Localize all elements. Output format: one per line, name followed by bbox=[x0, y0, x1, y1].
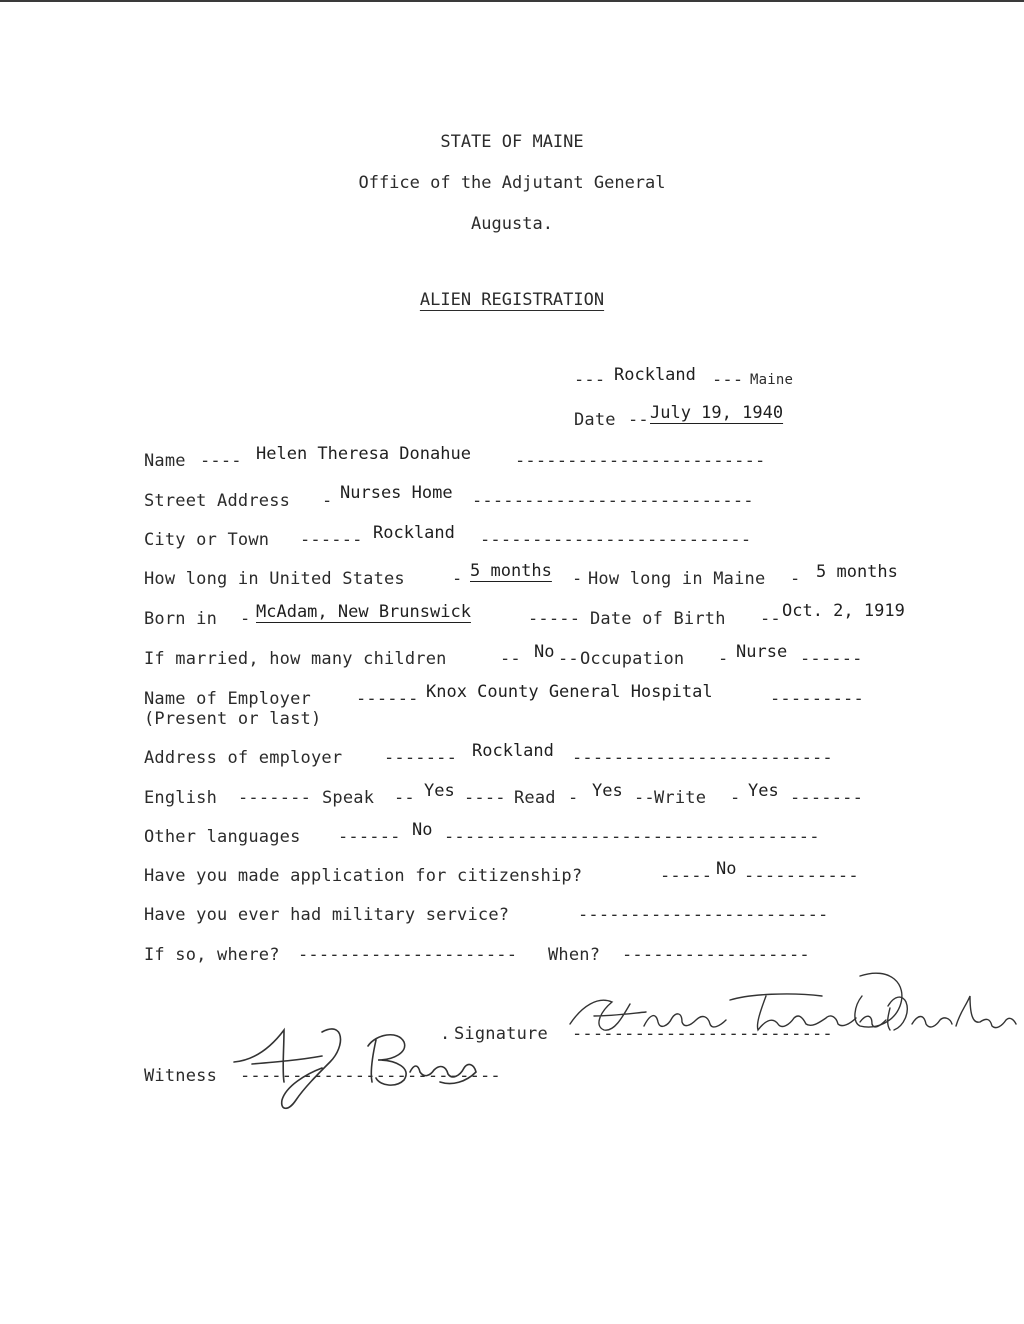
witness-label: Witness bbox=[144, 1066, 218, 1086]
when-dashes: ------------------ bbox=[622, 945, 810, 965]
signature-dot: . bbox=[440, 1024, 451, 1044]
city-label: City or Town bbox=[144, 530, 270, 550]
where-dashes: --------------------- bbox=[298, 945, 518, 965]
write-dashes-2: - bbox=[730, 788, 741, 808]
read-dashes: ---- bbox=[464, 788, 506, 808]
children-dashes-left: -- bbox=[500, 649, 521, 669]
read-value: Yes bbox=[592, 781, 623, 801]
signature-label: Signature bbox=[454, 1024, 548, 1044]
us-duration-dashes: - bbox=[452, 569, 463, 589]
write-dashes-right: ------- bbox=[790, 788, 864, 808]
signature-dashes: ------------------------- bbox=[572, 1024, 833, 1044]
street-dashes-left: - bbox=[322, 491, 333, 511]
name-dashes-left: ---- bbox=[200, 451, 242, 471]
children-label: If married, how many children bbox=[144, 649, 447, 669]
speak-value: Yes bbox=[424, 781, 455, 801]
employer-address-dashes-left: ------- bbox=[384, 748, 458, 768]
dob-dashes: -- bbox=[760, 609, 781, 629]
other-languages-dashes-right: ------------------------------------ bbox=[444, 827, 820, 847]
when-label: When? bbox=[548, 945, 601, 965]
place-dashes-left: --- bbox=[574, 370, 606, 390]
scan-edge bbox=[0, 0, 1024, 2]
date-value: July 19, 1940 bbox=[650, 403, 784, 423]
city-dashes-right: -------------------------- bbox=[480, 530, 752, 550]
us-duration-value: 5 months bbox=[470, 561, 552, 581]
write-value: Yes bbox=[748, 781, 779, 801]
occupation-dashes-left: -- bbox=[558, 649, 579, 669]
speak-dashes: -- bbox=[394, 788, 415, 808]
maine-duration-dashes-left: - bbox=[572, 569, 583, 589]
occupation-dashes: - bbox=[718, 649, 729, 669]
born-dashes: - bbox=[240, 609, 251, 629]
other-languages-dashes-left: ------ bbox=[338, 827, 401, 847]
header-office: Office of the Adjutant General bbox=[358, 173, 666, 193]
employer-sublabel: (Present or last) bbox=[144, 709, 322, 729]
born-label: Born in bbox=[144, 609, 218, 629]
born-value: McAdam, New Brunswick bbox=[256, 602, 471, 622]
place-state: Maine bbox=[750, 372, 794, 388]
dob-dashes-left: ----- bbox=[528, 609, 581, 629]
read-dashes-2: - bbox=[568, 788, 579, 808]
date-dashes: -- bbox=[628, 410, 649, 430]
name-label: Name bbox=[144, 451, 186, 471]
english-dashes: ------- bbox=[238, 788, 312, 808]
military-dashes: ------------------------ bbox=[578, 905, 829, 925]
employer-address-dashes-right: ------------------------- bbox=[572, 748, 833, 768]
witness-signature bbox=[226, 1016, 486, 1116]
other-languages-value: No bbox=[412, 820, 433, 840]
employer-dashes-left: ------ bbox=[356, 689, 419, 709]
place-town: Rockland bbox=[614, 365, 696, 385]
header-state: STATE OF MAINE bbox=[440, 132, 584, 152]
witness-dashes: ------------------------- bbox=[240, 1066, 501, 1086]
employer-address-value: Rockland bbox=[472, 741, 554, 761]
street-value: Nurses Home bbox=[340, 483, 453, 503]
dob-label: Date of Birth bbox=[590, 609, 726, 629]
occupation-dashes-right: ------ bbox=[800, 649, 863, 669]
speak-label: Speak bbox=[322, 788, 375, 808]
occupation-label: Occupation bbox=[580, 649, 685, 669]
employer-label: Name of Employer bbox=[144, 689, 311, 709]
maine-duration-value: 5 months bbox=[816, 562, 898, 582]
city-dashes-left: ------ bbox=[300, 530, 363, 550]
english-label: English bbox=[144, 788, 218, 808]
employer-value: Knox County General Hospital bbox=[426, 682, 713, 702]
street-dashes-right: --------------------------- bbox=[472, 491, 754, 511]
employer-dashes-right: --------- bbox=[770, 689, 864, 709]
us-duration-label: How long in United States bbox=[144, 569, 405, 589]
other-languages-label: Other languages bbox=[144, 827, 301, 847]
citizenship-value: No bbox=[716, 859, 737, 879]
military-label: Have you ever had military service? bbox=[144, 905, 510, 925]
write-dashes: -- bbox=[634, 788, 655, 808]
citizenship-label: Have you made application for citizenship? bbox=[144, 866, 583, 886]
citizenship-dashes-left: ----- bbox=[660, 866, 713, 886]
name-dashes-right: ------------------------ bbox=[515, 451, 766, 471]
street-label: Street Address bbox=[144, 491, 291, 511]
maine-duration-label: How long in Maine bbox=[588, 569, 766, 589]
form-title: ALIEN REGISTRATION bbox=[419, 290, 605, 310]
occupation-value: Nurse bbox=[736, 642, 788, 662]
date-label: Date bbox=[574, 410, 616, 430]
maine-duration-dashes: - bbox=[790, 569, 801, 589]
employer-address-label: Address of employer bbox=[144, 748, 343, 768]
children-value: No bbox=[534, 642, 555, 662]
header-city: Augusta. bbox=[471, 214, 553, 234]
read-label: Read bbox=[514, 788, 556, 808]
dob-value: Oct. 2, 1919 bbox=[782, 601, 905, 621]
citizenship-dashes-right: ----------- bbox=[744, 866, 859, 886]
where-label: If so, where? bbox=[144, 945, 280, 965]
write-label: Write bbox=[654, 788, 707, 808]
city-value: Rockland bbox=[373, 523, 455, 543]
applicant-signature bbox=[560, 966, 1020, 1056]
name-value: Helen Theresa Donahue bbox=[256, 444, 471, 464]
place-dashes-right: --- bbox=[712, 370, 744, 390]
